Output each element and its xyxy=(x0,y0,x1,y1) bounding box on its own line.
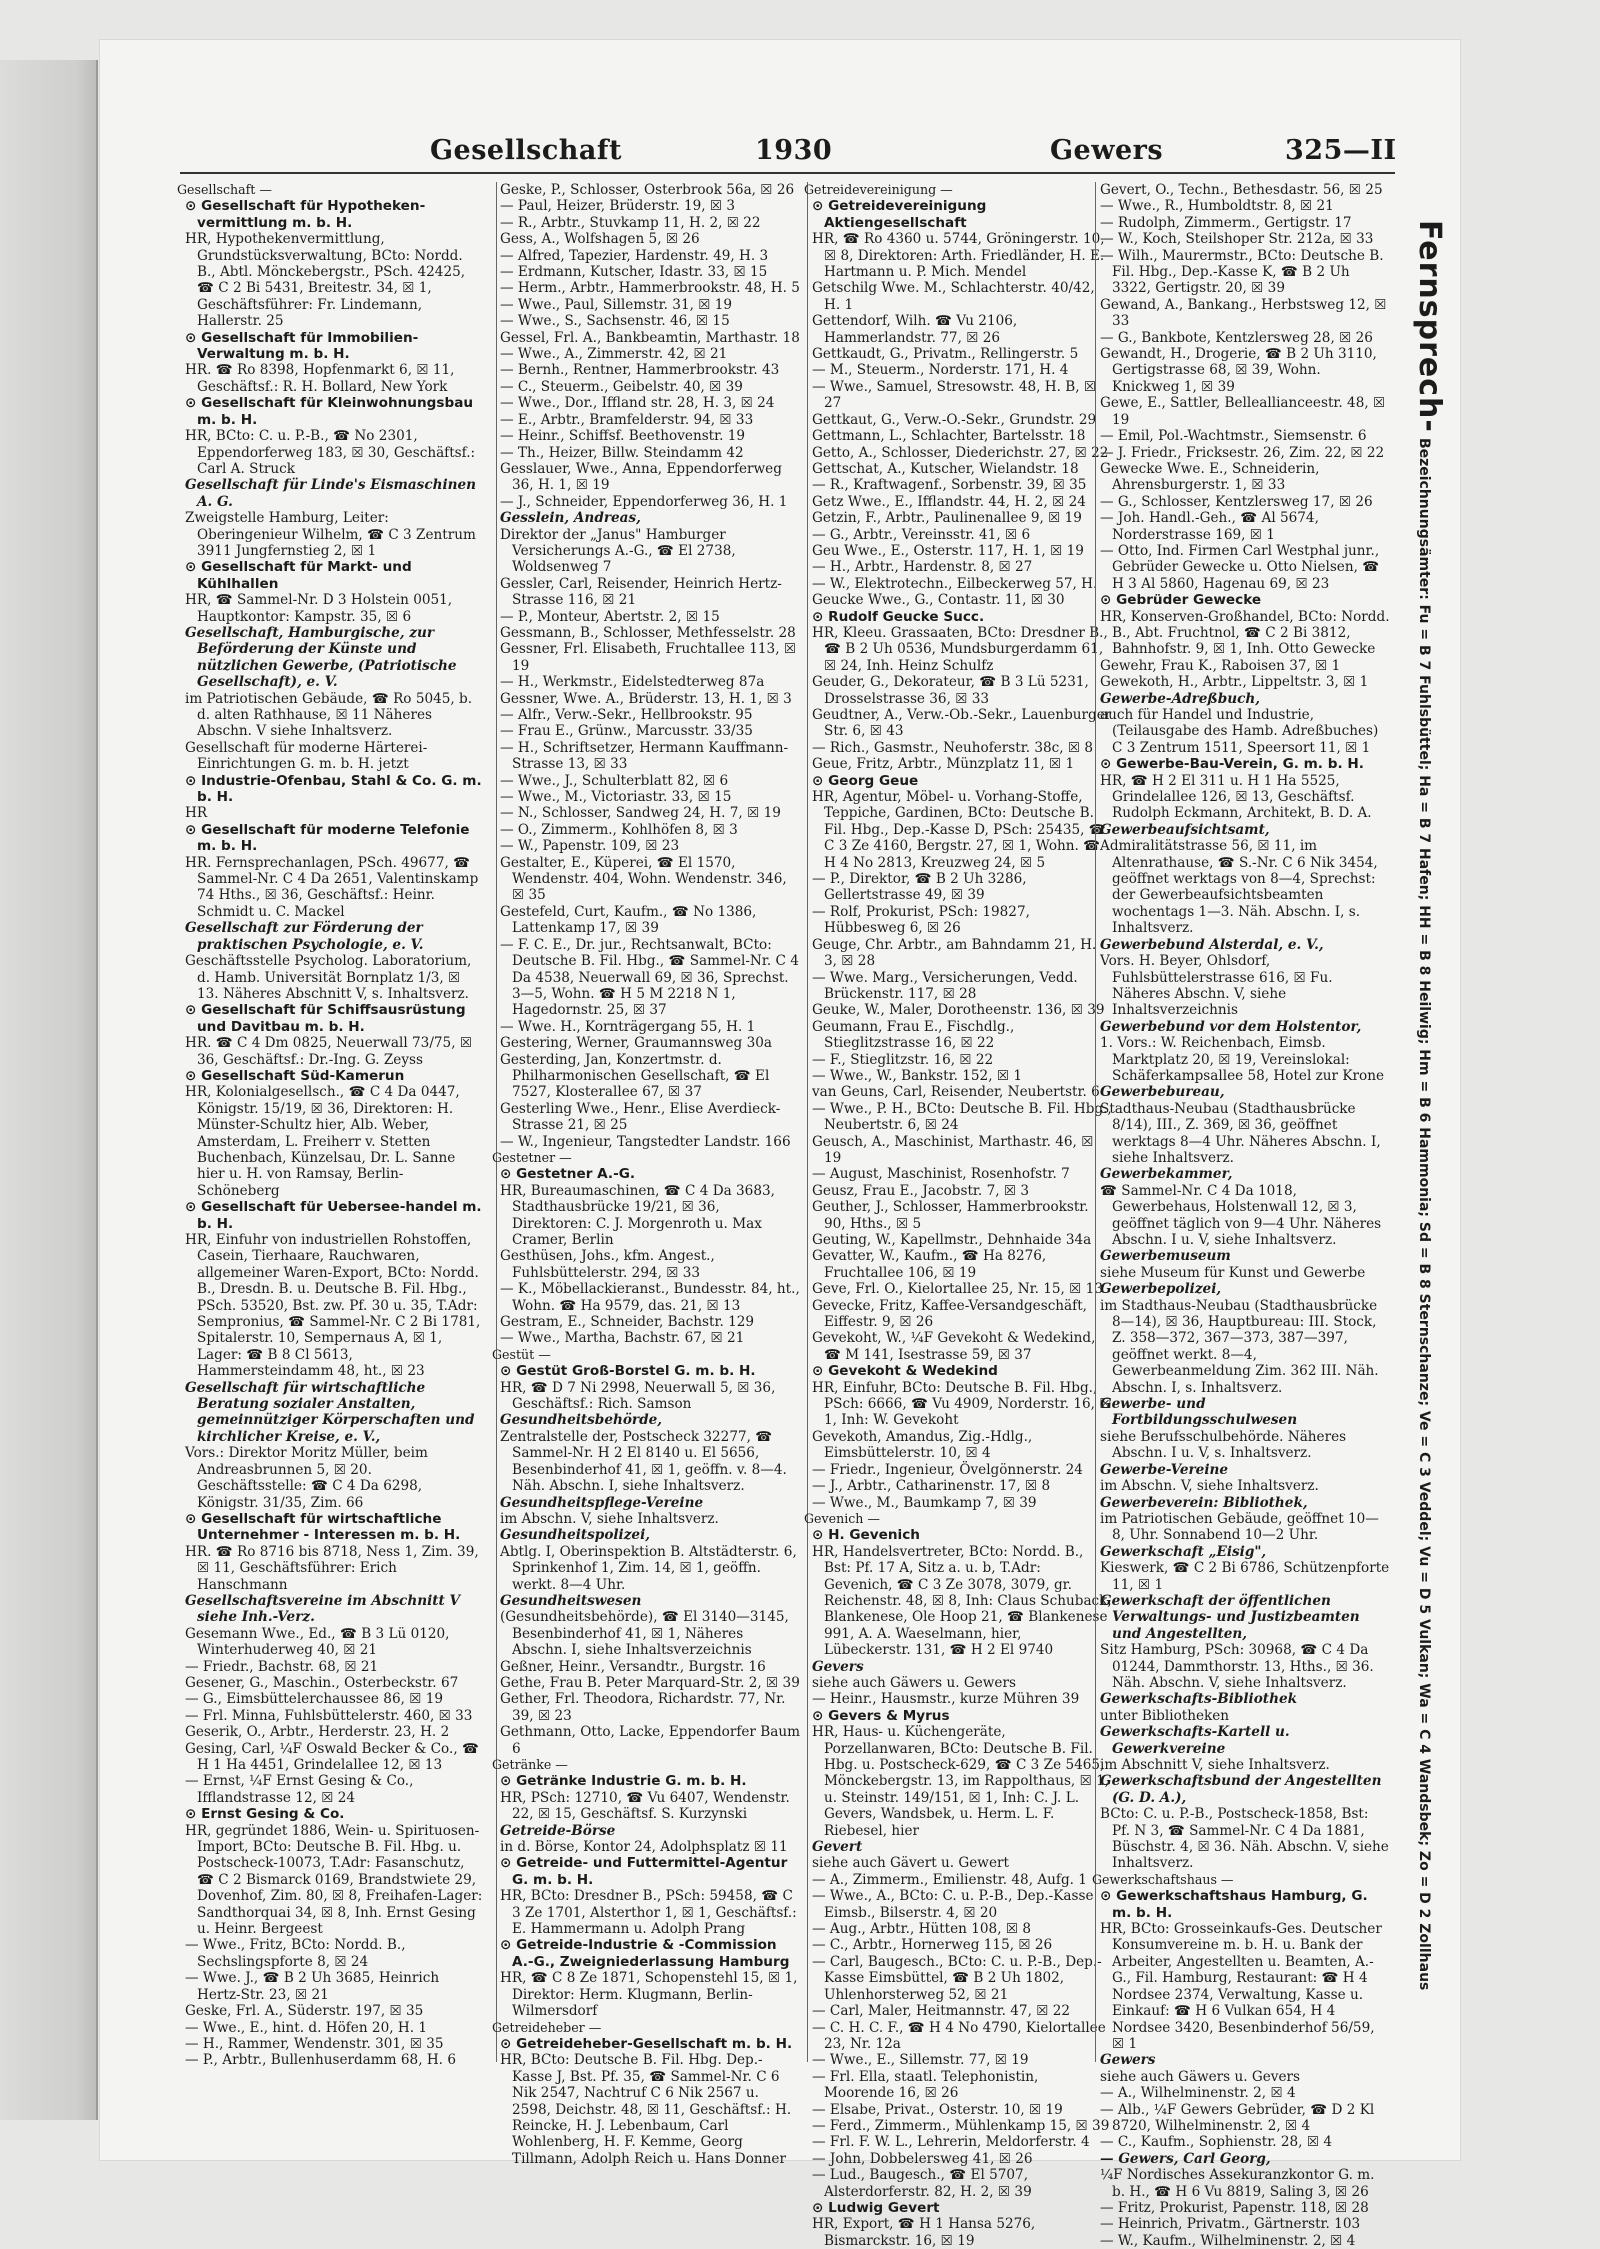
directory-entry: — Wilh., Maurermstr., BCto: Deutsche B. Fil. Hbg., Dep.-Kasse K, ☎ B 2 Uh 3322, Gertigstr. 20, ☒ 39 xyxy=(1100,247,1384,297)
directory-entry: — G., Bankbote, Kentzlersweg 28, ☒ 26 xyxy=(1100,329,1373,346)
directory-entry: Getschilg Wwe. M., Schlachterstr. 40/42, H. 1 xyxy=(812,280,1095,313)
directory-entry: ☎ Sammel-Nr. C 4 Da 1018, Gewerbehaus, Holstenwall 12, ☒ 3, geöffnet täglich von 9—4 Uhr. Näheres Abschn. I u. V, siehe Inhaltsverz. xyxy=(1100,1182,1382,1248)
column-divider xyxy=(807,182,808,2062)
directory-entry: HR, BCto: Deutsche B. Fil. Hbg. Dep.-Kasse J, Bst. Pf. 35, ☎ Sammel-Nr. C 6 Nik 2547, Nachtruf C 6 Nik 2567 u. 2598, Deichstr. 48, ☒ 11, Geschäftsf.: H. Reincke, H. J. Lebenbaum, Carl Wohlenberg, H. F. Kemme, Georg Tillmann, Adolph Reich u. Hans Donner xyxy=(500,2052,792,2167)
section-subhead: Getränke — xyxy=(492,1757,568,1772)
directory-entry: — Fritz, Prokurist, Papenstr. 118, ☒ 28 xyxy=(1100,2199,1369,2216)
directory-entry: — G., Eimsbüttelerchaussee 86, ☒ 19 xyxy=(185,1691,444,1708)
directory-entry: — F. C. E., Dr. jur., Rechtsanwalt, BCto: Deutsche B. Fil. Hbg., ☎ Sammel-Nr. C 4 Da 4538, Neuerwall 69, ☒ 36, Sprechst. 3—5, Wohn. ☎ H 5 M 2218 N 1, Hagedornstr. 25, ☒ 37 xyxy=(500,936,799,1019)
firm-entry-heading: ⊙ Gesellschaft für Hypotheken-vermittlung m. b. H. xyxy=(185,198,426,231)
firm-entry-heading: ⊙ Getreide- und Futtermittel-Agentur G. m. b. H. xyxy=(500,1855,788,1888)
institution-heading: Gewerbe-Adreßbuch, xyxy=(1100,690,1261,707)
section-subhead: Gestetner — xyxy=(492,1149,572,1165)
directory-entry: Gether, Frl. Theodora, Richardstr. 77, Nr. 39, ☒ 23 xyxy=(500,1691,786,1724)
directory-entry: — Wwe., Dor., Iffland str. 28, H. 3, ☒ 24 xyxy=(500,395,775,412)
directory-entry: Geudtner, A., Verw.-Ob.-Sekr., Lauenburger Str. 6, ☒ 43 xyxy=(812,707,1112,740)
running-head-left: Gesellschaft xyxy=(430,135,622,166)
directory-entry: Gewehr, Frau K., Raboisen 37, ☒ 1 xyxy=(1100,657,1341,674)
directory-entry: auch für Handel und Industrie, (Teilausgabe des Hamb. Adreßbuches) C 3 Zentrum 1511, Speersort 11, ☒ 1 xyxy=(1100,707,1379,756)
directory-entry: unter Bibliotheken xyxy=(1100,1707,1230,1724)
directory-entry: — Ferd., Zimmerm., Mühlenkamp 15, ☒ 39 xyxy=(812,2117,1110,2134)
directory-entry: — Rich., Gasmstr., Neuhoferstr. 38c, ☒ 8 xyxy=(812,739,1094,756)
directory-entry: — August, Maschinist, Rosenhofstr. 7 xyxy=(812,1166,1070,1183)
institution-heading: Gewerbebund Alsterdal, e. V., xyxy=(1100,936,1324,953)
directory-entry: Gettschat, A., Kutscher, Wielandstr. 18 xyxy=(812,460,1079,477)
directory-entry: Gestram, E., Schneider, Bachstr. 129 xyxy=(500,1314,755,1331)
directory-entry: — Wwe., M., Baumkamp 7, ☒ 39 xyxy=(812,1494,1037,1511)
directory-entry: — H., Arbtr., Hardenstr. 8, ☒ 27 xyxy=(812,559,1033,576)
directory-entry: Gettkaudt, G., Privatm., Rellingerstr. 5 xyxy=(812,346,1079,363)
directory-entry: — C., Kaufm., Sophienstr. 28, ☒ 4 xyxy=(1100,2134,1332,2151)
directory-entry: Gewandt, H., Drogerie, ☎ B 2 Uh 3110, Gertigstrasse 68, ☒ 39, Wohn. Knickweg 1, ☒ 39 xyxy=(1100,346,1377,395)
directory-entry: Geuder, G., Dekorateur, ☎ B 3 Lü 5231, Drosselstrasse 36, ☒ 33 xyxy=(812,674,1089,707)
directory-entry: Geserik, O., Arbtr., Herderstr. 23, H. 2 xyxy=(185,1724,450,1741)
directory-entry: — Carl, Baugesch., BCto: C. u. P.-B., Dep.-Kasse Eimsbüttel, ☎ B 2 Uh 1802, Uhlenhorsterweg 52, ☒ 21 xyxy=(812,1953,1102,2003)
institution-heading: Gesellschaftsvereine im Abschnitt V siehe Inh.-Verz. xyxy=(185,1592,461,1626)
directory-entry: — H., Werkmstr., Eidelstedterweg 87a xyxy=(500,674,765,691)
directory-entry: HR xyxy=(185,805,208,822)
directory-entry: HR, PSch: 12710, ☎ Vu 6407, Wendenstr. 22, ☒ 15, Geschäftsf. S. Kurzynski xyxy=(500,1789,790,1823)
sidebar-legend: Bezeichnungsämter: Fu = B 7 Fuhlsbüttel; Ha = B 7 Hafen; HH = B 8 Heilwig; Hm = B 6 Hammonia; Sd = B 8 Sternschanze; Ve = C 3 Veddel; Vu = D 5 Vulkan; Wa = C 4 Wandsbek; Zo = D 2 Zollhaus xyxy=(1416,437,1432,1991)
directory-entry: Gevekoth, Amandus, Zig.-Hdlg., Eimsbüttelerstr. 10, ☒ 4 xyxy=(812,1428,1033,1462)
section-subhead: Gesellschaft — xyxy=(177,182,272,197)
directory-entry: Gesing, Carl, ¼F Oswald Becker & Co., ☎ H 1 Ha 4451, Grindelallee 12, ☒ 13 xyxy=(185,1740,479,1773)
directory-entry: — Rolf, Prokurist, PSch: 19827, Hübbesweg 6, ☒ 26 xyxy=(812,903,1030,937)
directory-entry: Geusz, Frau E., Jacobstr. 7, ☒ 3 xyxy=(812,1182,1030,1199)
directory-entry: — J. Friedr., Fricksestr. 26, Zim. 22, ☒ 22 xyxy=(1100,444,1385,461)
directory-entry: HR, ☎ C 8 Ze 1871, Schopenstehl 15, ☒ 1, Direktor: Herm. Klugmann, Berlin-Wilmersdorf xyxy=(500,1970,798,2020)
directory-entry: — P., Direktor, ☎ B 2 Uh 3286, Gellertstrasse 49, ☒ 39 xyxy=(812,871,1027,904)
directory-entry: — R., Arbtr., Stuvkamp 11, H. 2, ☒ 22 xyxy=(500,214,761,231)
firm-entry-heading: ⊙ Getreideheber-Gesellschaft m. b. H. xyxy=(500,2035,793,2052)
directory-entry: Geu Wwe., E., Osterstr. 117, H. 1, ☒ 19 xyxy=(812,542,1084,559)
directory-entry: — Erdmann, Kutscher, Idastr. 33, ☒ 15 xyxy=(500,264,768,281)
directory-entry: Direktor der „Janus" Hamburger Versicherungs A.-G., ☎ El 2738, Woldsenweg 7 xyxy=(500,526,736,576)
directory-entry: HR. Fernsprechanlagen, PSch. 49677, ☎ Sammel-Nr. C 4 Da 2651, Valentinskamp 74 Hths., ☒ 36, Geschäftsf.: Heinr. Schmidt u. C. Mackel xyxy=(185,854,479,920)
directory-entry: Geske, P., Schlosser, Osterbrook 56a, ☒ 26 xyxy=(500,182,795,198)
section-subhead: Getreidevereinigung — xyxy=(804,182,953,197)
directory-entry: van Geuns, Carl, Reisender, Neubertstr. 6 xyxy=(812,1084,1100,1101)
directory-entry: — H., Rammer, Wendenstr. 301, ☒ 35 xyxy=(185,2035,444,2052)
directory-entry: — Frau E., Grünw., Marcusstr. 33/35 xyxy=(500,723,753,740)
directory-entry: — Elsabe, Privat., Osterstr. 10, ☒ 19 xyxy=(812,2101,1063,2118)
firm-entry-heading: ⊙ Gesellschaft für moderne Telefonie m. b. H. xyxy=(185,821,470,855)
institution-heading: Gesellschaft zur Förderung der praktischen Psychologie, e. V. xyxy=(185,920,424,953)
directory-entry: — Wwe. J., ☎ B 2 Uh 3685, Heinrich Hertz-Str. 23, ☒ 21 xyxy=(185,1970,440,2003)
directory-entry: — G., Arbtr., Vereinsstr. 41, ☒ 6 xyxy=(812,526,1031,543)
directory-entry: — K., Möbellackieranst., Bundesstr. 84, ht., Wohn. ☎ Ha 9579, das. 21, ☒ 13 xyxy=(500,1281,800,1314)
firm-entry-heading: ⊙ Georg Geue xyxy=(812,772,919,789)
directory-entry: — Wwe., R., Humboldtstr. 8, ☒ 21 xyxy=(1100,198,1334,215)
directory-entry: Gestalter, E., Küperei, ☎ El 1570, Wendenstr. 404, Wohn. Wendenstr. 346, ☒ 35 xyxy=(500,854,787,904)
directory-entry: — Rudolph, Zimmerm., Gertigstr. 17 xyxy=(1100,214,1352,231)
directory-entry: Geve, Frl. O., Kielortallee 25, Nr. 15, ☒ 13 xyxy=(812,1281,1103,1298)
directory-entry: siehe Museum für Kunst und Gewerbe xyxy=(1100,1264,1366,1281)
directory-entry: HR, Handelsvertreter, BCto: Nordd. B., Bst: Pf. 17 A, Sitz a. u. b, T.Adr: Gevenich, ☎ C 3 Ze 3078, 3079, gr. Reichenstr. 48, ☒ 8, Inh: Claus Schuback, Blankenese, Ole Hoop 21, ☎ Blankenese 991, A. A. Waeselmann, hier, Lübeckerstr. 131, ☎ H 2 El 9740 xyxy=(812,1543,1112,1659)
directory-entry: HR, Kleeu. Grassaaten, BCto: Dresdner B., ☎ B 2 Uh 0536, Mundsburgerdamm 61, ☒ 24, Inh. Heinz Schulfz xyxy=(812,624,1108,674)
institution-heading: Gewerbeaufsichtsamt, xyxy=(1100,821,1270,838)
directory-entry: Gevatter, W., Kaufm., ☎ Ha 8276, Fruchtallee 106, ☒ 19 xyxy=(812,1248,1047,1281)
directory-entry: HR, Agentur, Möbel- u. Vorhang-Stoffe, Teppiche, Gardinen, BCto: Deutsche B. Fil. Hbg., Dep.-Kasse D, PSch: 25435, ☎ C 3 Ze 4160, Bergstr. 27, ☒ 1, Wohn. ☎ H 4 No 2813, Kreuzweg 24, ☒ 5 xyxy=(812,789,1106,871)
firm-entry-heading: ⊙ Gevekoht & Wedekind xyxy=(812,1363,998,1380)
firm-entry-heading: ⊙ Ludwig Gevert xyxy=(812,2199,940,2216)
directory-entry: — Wwe., P. H., BCto: Deutsche B. Fil. Hbg., Neubertstr. 6, ☒ 24 xyxy=(812,1100,1112,1134)
directory-entry: — Wwe., M., Victoriastr. 33, ☒ 15 xyxy=(500,789,732,806)
directory-entry: im Stadthaus-Neubau (Stadthausbrücke 8—14), ☒ 36, Hauptbureau: III. Stock, Z. 358—372, 367—373, 387—397, geöffnet werkt. 8—4, Gewerbeanmeldung Zim. 362 III. Näh. Abschn. I, s. Inhaltsverz. xyxy=(1100,1297,1379,1396)
institution-heading: Gewerkschaft der öffentlichen Verwaltungs- und Justizbeamten und Angestellten, xyxy=(1100,1592,1360,1642)
institution-heading: Gewerbebureau, xyxy=(1100,1084,1225,1101)
directory-entry: — Herm., Arbtr., Hammerbrookstr. 48, H. 5 xyxy=(500,280,800,297)
institution-heading: Gewerbe-Vereine xyxy=(1100,1461,1229,1478)
column-1 xyxy=(177,182,485,2069)
adjacent-page-edge xyxy=(0,60,98,2120)
directory-entry: — E., Arbtr., Bramfelderstr. 94, ☒ 33 xyxy=(500,411,754,428)
directory-entry: — Alfred, Tapezier, Hardenstr. 49, H. 3 xyxy=(500,247,769,264)
directory-entry: siehe auch Gäwers u. Gewers xyxy=(812,1674,1016,1691)
directory-entry: — John, Dobbelersweg 41, ☒ 26 xyxy=(812,2150,1033,2167)
sidebar-title: Fernsprech- xyxy=(1412,220,1447,433)
directory-entry: — Heinrich, Privatm., Gärtnerstr. 103 xyxy=(1100,2216,1361,2233)
directory-entry: Gesthüsen, Johs., kfm. Angest., Fuhlsbüttelerstr. 294, ☒ 33 xyxy=(500,1248,715,1281)
directory-entry: — O., Zimmerm., Kohlhöfen 8, ☒ 3 xyxy=(500,821,738,838)
institution-heading: Gesundheitspolizei, xyxy=(500,1527,650,1544)
firm-entry-heading: ⊙ Gevers & Myrus xyxy=(812,1707,950,1724)
firm-entry-heading: ⊙ Gebrüder Gewecke xyxy=(1100,592,1262,609)
directory-entry: siehe auch Gävert u. Gewert xyxy=(812,1855,1009,1872)
directory-entry: Gessmann, B., Schlosser, Methfesselstr. 28 xyxy=(500,624,796,641)
directory-entry: — Friedr., Bachstr. 68, ☒ 21 xyxy=(185,1658,379,1675)
directory-entry: HR, Bureaumaschinen, ☎ C 4 Da 3683, Stadthausbrücke 19/21, ☒ 36, Direktoren: C. J. Morgenroth u. Max Cramer, Berlin xyxy=(500,1182,775,1248)
column-2 xyxy=(492,182,800,2167)
institution-heading: Gevert xyxy=(812,1839,863,1856)
directory-entry: — Th., Heizer, Billw. Steindamm 42 xyxy=(500,444,744,461)
directory-entry: — Carl, Maler, Heitmannstr. 47, ☒ 22 xyxy=(812,2003,1071,2020)
firm-entry-heading: ⊙ Gesellschaft für wirtschaftliche Unternehmer - Interessen m. b. H. xyxy=(185,1510,461,1544)
directory-entry: Geuting, W., Kapellmstr., Dehnhaide 34a xyxy=(812,1232,1092,1248)
directory-entry: im Patriotischen Gebäude, geöffnet 10—8, Uhr. Sonnabend 10—2 Uhr. xyxy=(1100,1510,1379,1544)
directory-entry: HR, Haus- u. Küchengeräte, Porzellanwaren, BCto: Deutsche B. Fil. Hbg. u. Postscheck-629, ☎ C 3 Ze 5465, Mönckebergstr. 13, im Rappolthaus, ☒ 1, u. Steinstr. 149/151, ☒ 1, Inh: C. J. L. Gevers, Wandsbek, u. Herm. L. F. Riebesel, hier xyxy=(812,1724,1110,1839)
directory-entry: Stadthaus-Neubau (Stadthausbrücke 8/14), III., Z. 369, ☒ 36, geöffnet werktags 8—4 Uhr. Näheres Abschn. I, siehe Inhaltsverz. xyxy=(1100,1100,1381,1166)
running-head-year: 1930 xyxy=(755,135,833,166)
directory-entry: — W., Kaufm., Wilhelminenstr. 2, ☒ 4 xyxy=(1100,2232,1356,2249)
directory-entry: Sitz Hamburg, PSch: 30968, ☎ C 4 Da 01244, Dammthorstr. 13, Hths., ☒ 36. Näh. Abschn. V, siehe Inhaltsverz. xyxy=(1100,1642,1374,1691)
directory-entry: Gesterding, Jan, Konzertmstr. d. Philharmonischen Gesellschaft, ☎ El 7527, Klosterallee 67, ☒ 37 xyxy=(500,1051,770,1101)
institution-heading: Gesellschaft für Linde's Eismaschinen A. G. xyxy=(185,477,477,510)
directory-entry: Getz Wwe., E., Ifflandstr. 44, H. 2, ☒ 24 xyxy=(812,493,1086,510)
directory-entry: — Wwe. H., Kornträgergang 55, H. 1 xyxy=(500,1018,756,1035)
directory-entry: Gesslauer, Wwe., Anna, Eppendorferweg 36, H. 1, ☒ 19 xyxy=(500,460,782,494)
directory-entry: Gewe, E., Sattler, Belleallianceestr. 48, ☒ 19 xyxy=(1100,395,1386,428)
firm-entry-heading: ⊙ Getreide-Industrie & -Commission A.-G., Zweigniederlassung Hamburg xyxy=(500,1937,790,1970)
directory-entry: Gevekoht, W., ¼F Gevekoht & Wedekind, ☎ M 141, Isestrasse 59, ☒ 37 xyxy=(812,1330,1096,1363)
section-subhead: Gewerkschaftshaus — xyxy=(1092,1871,1234,1887)
directory-entry: — C., Steuerm., Geibelstr. 40, ☒ 39 xyxy=(500,378,743,395)
institution-heading: Gewerkschaft „Eisig", xyxy=(1100,1543,1267,1560)
directory-entry: — Wwe., Samuel, Stresowstr. 48, H. B, ☒ 27 xyxy=(812,378,1097,412)
directory-entry: — N., Schlosser, Sandweg 24, H. 7, ☒ 19 xyxy=(500,805,781,822)
directory-entry: Gevert, O., Techn., Bethesdastr. 56, ☒ 25 xyxy=(1100,182,1383,198)
directory-entry: — Friedr., Ingenieur, Övelgönnerstr. 24 xyxy=(812,1461,1083,1478)
directory-entry: Gewecke Wwe. E., Schneiderin, Ahrensburgerstr. 1, ☒ 33 xyxy=(1100,460,1320,494)
directory-entry: — Wwe., A., Zimmerstr. 42, ☒ 21 xyxy=(500,346,728,363)
firm-entry-heading: ⊙ Rudolf Geucke Succ. xyxy=(812,608,985,625)
section-subhead: Gevenich — xyxy=(804,1510,880,1526)
directory-entry: — W., Koch, Steilshoper Str. 212a, ☒ 33 xyxy=(1100,231,1374,248)
institution-heading: Gesundheitswesen xyxy=(500,1592,642,1609)
directory-entry: Gessner, Frl. Elisabeth, Fruchtallee 113, ☒ 19 xyxy=(500,641,797,674)
institution-heading: Gesslein, Andreas, xyxy=(500,510,641,527)
directory-entry: — P., Monteur, Abertstr. 2, ☒ 15 xyxy=(500,608,720,625)
directory-entry: Getzin, F., Arbtr., Paulinenallee 9, ☒ 19 xyxy=(812,510,1082,527)
directory-entry: — Lud., Baugesch., ☎ El 5707, Alsterdorferstr. 82, H. 2, ☒ 39 xyxy=(812,2167,1032,2200)
institution-heading: Gewerbe- und Fortbildungsschulwesen xyxy=(1100,1396,1298,1429)
institution-heading: Gewerbemuseum xyxy=(1100,1248,1231,1265)
directory-entry: — Wwe., W., Bankstr. 152, ☒ 1 xyxy=(812,1067,1023,1084)
directory-entry: Gess, A., Wolfshagen 5, ☒ 26 xyxy=(500,231,700,248)
directory-entry: HR, ☎ Ro 4360 u. 5744, Gröningerstr. 10, ☒ 8, Direktoren: Arth. Friedländer, H. E. Hartmann u. P. Mich. Mendel xyxy=(812,231,1105,281)
directory-entry: Geßner, Heinr., Versandtr., Burgstr. 16 xyxy=(500,1658,766,1675)
directory-entry: Gesterling Wwe., Henr., Elise Averdieck-Strasse 21, ☒ 25 xyxy=(500,1100,781,1134)
directory-entry: HR, Hypothekenvermittlung, Grundstücksverwaltung, BCto: Nordd. B., Abtl. Mönckebergstr., PSch. 42425, ☎ C 2 Bi 5431, Breitestr. 34, ☒ 1, Geschäftsführer: Fr. Lindemann, Hallerstr. 25 xyxy=(185,231,466,330)
directory-entry: Gethmann, Otto, Lacke, Eppendorfer Baum 6 xyxy=(500,1724,800,1757)
directory-entry: — A., Zimmerm., Emilienstr. 48, Aufg. 1 xyxy=(812,1871,1087,1888)
section-subhead: Gestüt — xyxy=(492,1346,551,1362)
firm-entry-heading: ⊙ Industrie-Ofenbau, Stahl & Co. G. m. b. H. xyxy=(185,772,482,806)
directory-entry: — C. H. C. F., ☎ H 4 No 4790, Kielortallee 23, Nr. 12a xyxy=(812,2019,1106,2052)
directory-entry: HR, BCto: Dresdner B., PSch: 59458, ☎ C 3 Ze 1701, Alsterthor 1, ☒ 1, Geschäftsf.: E. Hammermann u. Adolph Prang xyxy=(500,1888,797,1938)
directory-entry: im Patriotischen Gebäude, ☎ Ro 5045, b. d. alten Rathhause, ☒ 11 Näheres Abschn. V siehe Inhaltsverz. xyxy=(185,690,473,740)
directory-entry: — J., Arbtr., Catharinenstr. 17, ☒ 8 xyxy=(812,1478,1051,1495)
firm-entry-heading: ⊙ Gesellschaft für Schiffsausrüstung und Davitbau m. b. H. xyxy=(185,1002,466,1035)
directory-entry: — Wwe., J., Schulterblatt 82, ☒ 6 xyxy=(500,772,729,789)
directory-entry: Gewand, A., Bankang., Herbstsweg 12, ☒ 33 xyxy=(1100,296,1387,330)
directory-entry: Zweigstelle Hamburg, Leiter: Oberingenieur Wilhelm, ☎ C 3 Zentrum 3911 Jungfernstieg 2, ☒ 1 xyxy=(185,510,476,559)
directory-entry: — W., Papenstr. 109, ☒ 23 xyxy=(500,838,680,855)
section-subhead: Getreideheber — xyxy=(492,2019,602,2035)
directory-entry: — Paul, Heizer, Brüderstr. 19, ☒ 3 xyxy=(500,198,736,215)
directory-entry: Gevecke, Fritz, Kaffee-Versandgeschäft, Eiffestr. 9, ☒ 26 xyxy=(812,1297,1087,1331)
directory-entry: — F., Stieglitzstr. 16, ☒ 22 xyxy=(812,1051,994,1068)
firm-entry-heading: ⊙ Gewerkschaftshaus Hamburg, G. m. b. H. xyxy=(1100,1888,1368,1921)
directory-entry: HR, gegründet 1886, Wein- u. Spirituosen-Import, BCto: Deutsche B. Fil. Hbg. u. Postscheck-10073, T.Adr: Fasanschutz, ☎ C 2 Bismarck 0169, Brandstwiete 29, Dovenhof, Zim. 80, ☒ 8, Freihafen-Lager: Sandthorquai 34, ☒ 8, Inh. Ernst Gesing u. Heinr. Bergeest xyxy=(185,1822,483,1938)
directory-entry: HR, Einfuhr von industriellen Rohstoffen, Casein, Tierhaare, Rauchwaren, allgemeiner Waren-Export, BCto: Nordd. B., Dresdn. B. u. Deutsche B. Fil. Hbg., PSch. 53520, Bst. zw. Pf. 30 u. 35, T.Adr: Sempronius, ☎ Sammel-Nr. C 2 Bi 1781, Spitalerstr. 10, Sempernaus A, ☒ 1, Lager: ☎ B 8 Cl 5613, Hammersteindamm 48, ht., ☒ 23 xyxy=(185,1232,481,1380)
directory-entry: Gesemann Wwe., Ed., ☎ B 3 Lü 0120, Winterhuderweg 40, ☒ 21 xyxy=(185,1625,450,1659)
institution-heading: Gewerbebund vor dem Holstentor, xyxy=(1100,1018,1362,1035)
directory-entry: Geucke Wwe., G., Contastr. 11, ☒ 30 xyxy=(812,592,1065,609)
directory-entry: — Wwe., E., hint. d. Höfen 20, H. 1 xyxy=(185,2019,427,2036)
directory-entry: Gesener, G., Maschin., Osterbeckstr. 67 xyxy=(185,1674,459,1691)
firm-entry-heading: ⊙ H. Gevenich xyxy=(812,1527,920,1544)
directory-entry: Geschäftsstelle Psycholog. Laboratorium, d. Hamb. Universität Bornplatz 1/3, ☒ 13. Näheres Abschnitt V, s. Inhaltsverz. xyxy=(185,953,472,1002)
institution-heading: Gewerkschaftsbund der Angestellten (G. D. A.), xyxy=(1100,1773,1382,1806)
directory-entry: — Frl. Ella, staatl. Telephonistin, Moorende 16, ☒ 26 xyxy=(812,2068,1039,2102)
directory-entry: — Frl. F. W. L., Lehrerin, Meldorferstr. 4 xyxy=(812,2134,1090,2151)
column-divider xyxy=(1095,182,1096,2062)
directory-entry: BCto: C. u. P.-B., Postscheck-1858, Bst: Pf. N 3, ☎ Sammel-Nr. C 4 Da 1881, Büschstr. 4, ☒ 36. Näh. Abschn. V, siehe Inhaltsverz. xyxy=(1100,1806,1389,1872)
directory-entry: Gethe, Frau B. Peter Marquard-Str. 2, ☒ 39 xyxy=(500,1674,800,1691)
directory-entry: — Alb., ¼F Gewers Gebrüder, ☎ D 2 Kl 8720, Wilhelminenstr. 2, ☒ 4 xyxy=(1100,2101,1375,2134)
directory-entry: — Wwe., Paul, Sillemstr. 31, ☒ 19 xyxy=(500,296,733,313)
directory-entry: HR, ☎ D 7 Ni 2998, Neuerwall 5, ☒ 36, Geschäftsf.: Rich. Samson xyxy=(500,1379,776,1413)
directory-entry: — W., Ingenieur, Tangstedter Landstr. 166 xyxy=(500,1133,791,1150)
directory-entry: — W., Elektrotechn., Eilbeckerweg 57, H. xyxy=(812,575,1098,592)
firm-entry-heading: ⊙ Getränke Industrie G. m. b. H. xyxy=(500,1773,747,1790)
directory-entry: Vors. H. Beyer, Ohlsdorf, Fuhlsbüttelerstrasse 616, ☒ Fu. Näheres Abschn. V, siehe Inhaltsverzeichnis xyxy=(1100,953,1333,1019)
institution-heading: Gesundheitsbehörde, xyxy=(500,1412,662,1429)
directory-entry: — Wwe., E., Sillemstr. 77, ☒ 19 xyxy=(812,2052,1029,2069)
institution-heading: Gewerbeverein: Bibliothek, xyxy=(1100,1494,1308,1511)
directory-entry: im Abschn. V, siehe Inhaltsverz. xyxy=(500,1510,719,1527)
directory-entry: in d. Börse, Kontor 24, Adolphsplatz ☒ 11 xyxy=(500,1839,788,1856)
column-4 xyxy=(1092,182,1390,2249)
directory-entry: HR, BCto: C. u. P.-B., ☎ No 2301, Eppendorferweg 183, ☒ 30, Geschäftsf.: Carl A. Struck xyxy=(185,428,476,477)
firm-entry-heading: ⊙ Gesellschaft für Immobilien-Verwaltung m. b. H. xyxy=(185,329,419,363)
directory-entry: Gettkaut, G., Verw.-O.-Sekr., Grundstr. 29 xyxy=(812,411,1097,428)
directory-entry: — H., Schriftsetzer, Hermann Kauffmann-Strasse 13, ☒ 33 xyxy=(500,739,789,773)
institution-heading: Gewers xyxy=(1100,2052,1156,2069)
directory-entry: — Ernst, ¼F Ernst Gesing & Co., Ifflandstrasse 12, ☒ 24 xyxy=(185,1773,414,1806)
firm-entry-heading: ⊙ Getreidevereinigung Aktiengesellschaft xyxy=(812,198,987,231)
directory-entry: HR, ☎ Sammel-Nr. D 3 Holstein 0051, Hauptkontor: Kampstr. 35, ☒ 6 xyxy=(185,592,453,625)
directory-entry: — Wwe., Martha, Bachstr. 67, ☒ 21 xyxy=(500,1330,745,1347)
directory-entry: HR. ☎ C 4 Dm 0825, Neuerwall 73/75, ☒ 36, Geschäftsf.: Dr.-Ing. G. Zeyss xyxy=(185,1035,473,1068)
directory-entry: — Heinr., Schiffsf. Beethovenstr. 19 xyxy=(500,428,746,445)
column-divider xyxy=(496,182,497,2062)
institution-heading: — Gewers, Carl Georg, xyxy=(1100,2150,1271,2167)
directory-entry: Gesellschaft für moderne Härterei-Einrichtungen G. m. b. H. jetzt xyxy=(185,739,428,773)
directory-entry: Admiralitätstrasse 56, ☒ 11, im Altenrathause, ☎ S.-Nr. C 6 Nik 3454, geöffnet werktags von 8—4, Sprechst: der Gewerbeaufsichtsbeamten wochentags 1—3. Näh. Abschn. I, s. Inhaltsverz. xyxy=(1100,838,1378,937)
running-head-right: Gewers xyxy=(1050,135,1164,166)
firm-entry-heading: ⊙ Gesellschaft für Uebersee-handel m. b. H. xyxy=(185,1199,482,1232)
institution-heading: Gewerbepolizei, xyxy=(1100,1281,1222,1298)
directory-entry: Geuther, J., Schlosser, Hammerbrookstr. 90, Hths., ☒ 5 xyxy=(812,1199,1089,1232)
directory-entry: ¼F Nordisches Assekuranzkontor G. m. b. H., ☎ H 6 Vu 8819, Saling 3, ☒ 26 xyxy=(1100,2167,1375,2200)
institution-heading: Gesellschaft, Hamburgische, zur Beförderung der Künste und nützlichen Gewerbe, (Patriotische Gesellschaft), e. V. xyxy=(185,624,457,691)
directory-entry: — C., Arbtr., Hornerweg 115, ☒ 26 xyxy=(812,1937,1053,1954)
column-3 xyxy=(804,182,1112,2249)
directory-entry: Gestefeld, Curt, Kaufm., ☎ No 1386, Lattenkamp 17, ☒ 39 xyxy=(500,903,757,937)
directory-entry: — J., Schneider, Eppendorferweg 36, H. 1 xyxy=(500,493,788,510)
institution-heading: Getreide-Börse xyxy=(500,1822,616,1839)
directory-entry: Gettmann, L., Schlachter, Bartelsstr. 18 xyxy=(812,428,1086,445)
directory-entry: HR, Konserven-Großhandel, BCto: Nordd. B., Abt. Fruchtnol, ☎ C 2 Bi 3812, Bahnhofstr. 9, ☒ 1, Inh. Otto Gewecke xyxy=(1100,608,1390,658)
firm-entry-heading: ⊙ Gesellschaft für Kleinwohnungsbau m. b. H. xyxy=(185,395,474,428)
directory-entry: Gessler, Carl, Reisender, Heinrich Hertz-Strasse 116, ☒ 21 xyxy=(500,575,782,609)
directory-entry: — A., Wilhelminenstr. 2, ☒ 4 xyxy=(1100,2085,1296,2102)
directory-entry: — G., Schlosser, Kentzlersweg 17, ☒ 26 xyxy=(1100,493,1373,510)
directory-entry: Gewekoth, H., Arbtr., Lippeltstr. 3, ☒ 1 xyxy=(1100,674,1369,691)
directory-entry: — P., Arbtr., Bullenhuserdamm 68, H. 6 xyxy=(185,2052,456,2069)
directory-entry: Kieswerk, ☎ C 2 Bi 6786, Schützenpforte 11, ☒ 1 xyxy=(1100,1560,1390,1593)
institution-heading: Gewerkschafts-Bibliothek xyxy=(1100,1691,1298,1708)
directory-entry: Geue, Fritz, Arbtr., Münzplatz 11, ☒ 1 xyxy=(812,756,1075,773)
page-number: 325—II xyxy=(1285,135,1397,166)
institution-heading: Gewerkschafts-Kartell u. Gewerkvereine xyxy=(1100,1724,1290,1757)
firm-entry-heading: ⊙ Ernst Gesing & Co. xyxy=(185,1806,345,1823)
directory-entry: HR, BCto: Grosseinkaufs-Ges. Deutscher Konsumvereine m. b. H. u. Bank der Arbeiter, Angestellten u. Beamten, A.-G., Fil. Hamburg, Restaurant: ☎ H 4 Nordsee 2374, Verwaltung, Kasse u. Einkauf: ☎ H 6 Vulkan 654, H 4 Nordsee 3420, Besenbinderhof 56/59, ☒ 1 xyxy=(1100,1921,1382,2052)
directory-entry: Gestering, Werner, Graumannsweg 30a xyxy=(500,1035,772,1052)
directory-entry: HR, Kolonialgesellsch., ☎ C 4 Da 0447, Königstr. 15/19, ☒ 36, Direktoren: H. Münster-Schultz hier, Alb. Weber, Amsterdam, L. Freiherr v. Stetten Buchenbach, Künzelsau, Dr. L. Sanne hier u. H. von Ramsay, Berlin-Schöneberg xyxy=(185,1084,460,1199)
directory-entry: — R., Kraftwagenf., Sorbenstr. 39, ☒ 35 xyxy=(812,477,1087,494)
directory-entry: Geusch, A., Maschinist, Marthastr. 46, ☒ 19 xyxy=(812,1133,1094,1166)
directory-entry: Geuke, W., Maler, Dorotheenstr. 136, ☒ 39 xyxy=(812,1002,1105,1019)
directory-entry: Gessner, Wwe. A., Brüderstr. 13, H. 1, ☒ 3 xyxy=(500,690,792,707)
directory-entry: im Abschnitt V, siehe Inhaltsverz. xyxy=(1100,1757,1330,1773)
directory-entry: — Wwe., S., Sachsenstr. 46, ☒ 15 xyxy=(500,313,730,330)
directory-entry: — Wwe., Fritz, BCto: Nordd. B., Sechslingspforte 8, ☒ 24 xyxy=(185,1937,406,1970)
institution-heading: Gevers xyxy=(812,1658,864,1675)
directory-entry: Gessel, Frl. A., Bankbeamtin, Marthastr. 18 xyxy=(500,329,800,346)
directory-entry: siehe auch Gäwers u. Gevers xyxy=(1100,2068,1300,2085)
directory-entry: — Frl. Minna, Fuhlsbüttelerstr. 460, ☒ 33 xyxy=(185,1707,473,1724)
firm-entry-heading: ⊙ Gestetner A.-G. xyxy=(500,1166,636,1183)
directory-entry: Getto, A., Schlosser, Diederichstr. 27, ☒ 22 xyxy=(812,444,1109,461)
directory-entry: HR, Einfuhr, BCto: Deutsche B. Fil. Hbg., PSch: 6666, ☎ Vu 4909, Norderstr. 16, ☒ 1, Inh: W. Gevekoht xyxy=(812,1379,1112,1429)
directory-entry: siehe Berufsschulbehörde. Näheres Abschn. I u. V, s. Inhaltsverz. xyxy=(1100,1428,1347,1462)
directory-entry: — Otto, Ind. Firmen Carl Westphal junr., Gebrüder Gewecke u. Otto Nielsen, ☎ H 3 Al 5860, Hagenau 69, ☒ 23 xyxy=(1100,542,1380,592)
firm-entry-heading: ⊙ Gewerbe-Bau-Verein, G. m. b. H. xyxy=(1100,756,1364,773)
directory-entry: — Joh. Handl.-Geh., ☎ Al 5674, Norderstrasse 169, ☒ 1 xyxy=(1100,510,1319,543)
directory-entry: HR. ☎ Ro 8716 bis 8718, Ness 1, Zim. 39, ☒ 11, Geschäftsführer: Erich Hanschmann xyxy=(185,1543,479,1593)
directory-entry: — M., Steuerm., Norderstr. 171, H. 4 xyxy=(812,362,1069,379)
directory-entry: Geumann, Frau E., Fischdlg., Stieglitzstrasse 16, ☒ 22 xyxy=(812,1018,1015,1052)
institution-heading: Gewerbekammer, xyxy=(1100,1166,1233,1183)
directory-entry: 1. Vors.: W. Reichenbach, Eimsb. Marktplatz 20, ☒ 19, Vereinslokal: Schäferkampsallee 58, Hotel zur Krone xyxy=(1100,1035,1385,1084)
directory-entry: — Aug., Arbtr., Hütten 108, ☒ 8 xyxy=(812,1921,1031,1938)
directory-entry: — Bernh., Rentner, Hammerbrookstr. 43 xyxy=(500,362,780,379)
directory-entry: im Abschn. V, siehe Inhaltsverz. xyxy=(1100,1478,1319,1495)
firm-entry-heading: ⊙ Gesellschaft Süd-Kamerun xyxy=(185,1067,405,1084)
directory-entry: (Gesundheitsbehörde), ☎ El 3140—3145, Besenbinderhof 41, ☒ 1, Näheres Abschn. I, siehe Inhaltsverzeichnis xyxy=(500,1609,789,1659)
telephone-legend-sidebar xyxy=(1395,220,1455,1991)
institution-heading: Gesellschaft für wirtschaftliche Beratung sozialer Anstalten, gemeinnütziger Körperschaften und kirchlicher Kreise, e. V., xyxy=(185,1379,475,1445)
institution-heading: Gesundheitspflege-Vereine xyxy=(500,1494,704,1511)
directory-entry: — Wwe. Marg., Versicherungen, Vedd. Brückenstr. 117, ☒ 28 xyxy=(812,969,1078,1002)
directory-entry: Geuge, Chr. Arbtr., am Bahndamm 21, H. 3, ☒ 28 xyxy=(812,936,1097,970)
directory-entry: HR, Export, ☎ H 1 Hansa 5276, Bismarckstr. 16, ☒ 19 xyxy=(812,2216,1036,2249)
directory-entry: — Alfr., Verw.-Sekr., Hellbrookstr. 95 xyxy=(500,707,753,723)
directory-entry: Zentralstelle der, Postscheck 32277, ☎ Sammel-Nr. H 2 El 8140 u. El 5656, Besenbinderhof 41, ☒ 1, geöffn. v. 8—4. Näh. Abschn. I, siehe Inhaltsverz. xyxy=(500,1428,787,1495)
directory-entry: Vors.: Direktor Moritz Müller, beim Andreasbrunnen 5, ☒ 20. Geschäftsstelle: ☎ C 4 Da 6298, Königstr. 31/35, Zim. 66 xyxy=(185,1445,428,1511)
firm-entry-heading: ⊙ Gestüt Groß-Borstel G. m. b. H. xyxy=(500,1363,756,1380)
directory-entry: Abtlg. I, Oberinspektion B. Altstädterstr. 6, Sprinkenhof 1, Zim. 14, ☒ 1, geöffn. werkt. 8—4 Uhr. xyxy=(500,1543,797,1593)
directory-entry: Gettendorf, Wilh. ☎ Vu 2106, Hammerlandstr. 77, ☒ 26 xyxy=(812,313,1018,346)
directory-entry: — Emil, Pol.-Wachtmstr., Siemsenstr. 6 xyxy=(1100,428,1367,445)
directory-entry: HR. ☎ Ro 8398, Hopfenmarkt 6, ☒ 11, Geschäftsf.: R. H. Bollard, New York xyxy=(185,362,455,395)
directory-entry: — Heinr., Hausmstr., kurze Mühren 39 xyxy=(812,1691,1080,1708)
directory-entry: HR, ☎ H 2 El 311 u. H 1 Ha 5525, Grindelallee 126, ☒ 13, Geschäftsf. Rudolph Eckmann, Architekt, B. D. A. xyxy=(1100,772,1372,822)
firm-entry-heading: ⊙ Gesellschaft für Markt- und Kühlhallen xyxy=(185,559,412,592)
directory-entry: Geske, Frl. A., Süderstr. 197, ☒ 35 xyxy=(185,2003,424,2020)
directory-entry: — Wwe., A., BCto: C. u. P.-B., Dep.-Kasse Eimsb., Bilserstr. 4, ☒ 20 xyxy=(812,1888,1094,1921)
header-rule xyxy=(180,172,1395,174)
